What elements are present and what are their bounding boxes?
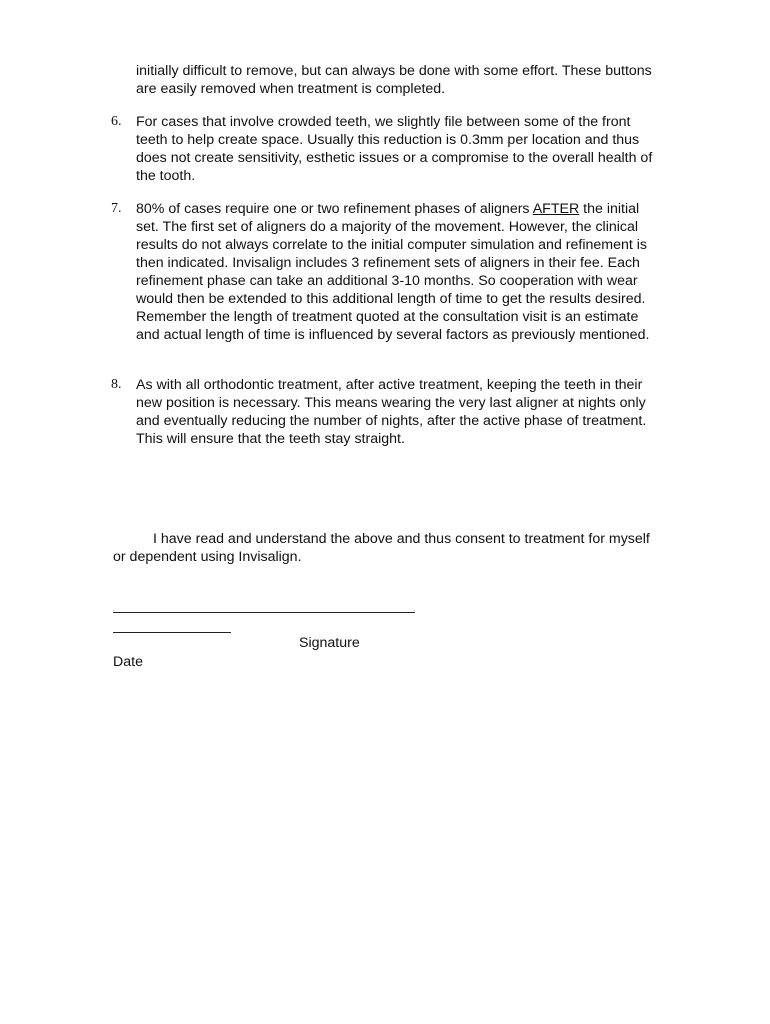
list-item-text: As with all orthodontic treatment, after active treatment, keeping the teeth in their new position is necessary. This means wearing the very last aligner at nights only and eventually reducing the number of nights, after the active phase of treatment. This will ensure that the teeth stay straight. [136, 377, 647, 447]
date-label: Date [113, 654, 143, 670]
list-item-text-end: the initial set. The first set of aligners do a majority of the movement. However, the clinical results do not always correlate to the initial computer simulation and refinement is then indicated. Invisalign includes 3 refinement sets of aligners in their fee. Each refinement phase can take an additional 3-10 months. So cooperation with wear would then be extended to this additional length of time to get the results desired. Remember the length of treatment quoted at the consultation visit is an estimate and actual length of time is influenced by several factors as previously mentioned. [136, 201, 650, 343]
continued-paragraph: initially difficult to remove, but can always be done with some effort. These buttons are easily removed when treatment is completed. [136, 63, 652, 97]
list-number: 8. [111, 377, 122, 392]
list-item-7 [111, 200, 661, 344]
emphasis-after: AFTER [532, 201, 580, 217]
list-item-text-start: 80% of cases require one or two refinement phases of aligners [136, 201, 533, 217]
consent-statement [113, 530, 653, 566]
date-line [113, 618, 231, 633]
list-item-6 [111, 113, 661, 185]
list-number: 6. [111, 114, 122, 129]
list-item-text: For cases that involve crowded teeth, we slightly file between some of the front teeth to help create space. Usually this reduction is 0.3mm per location and thus does not create sensitivity, esthetic issues or a compromise to the overall health of the tooth. [136, 114, 653, 184]
signature-line [113, 598, 415, 613]
list-item-8 [111, 376, 661, 448]
signature-label: Signature [299, 635, 360, 651]
list-number: 7. [111, 201, 122, 216]
consent-text: I have read and understand the above and thus consent to treatment for myself or dependent using Invisalign. [113, 531, 650, 565]
